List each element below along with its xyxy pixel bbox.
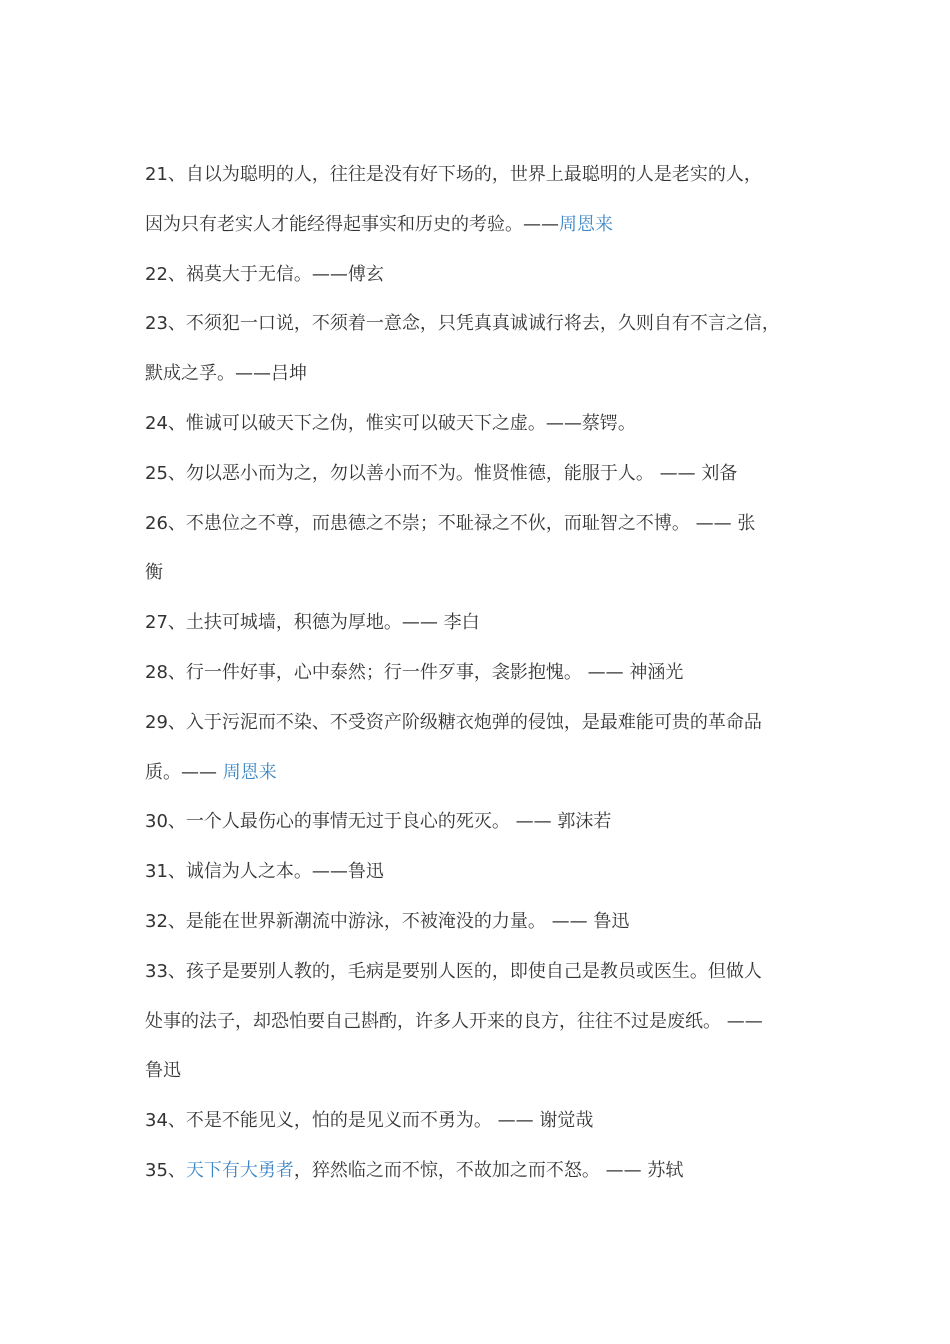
text-line	[145, 349, 810, 399]
author-link[interactable]: 天下有大勇者	[185, 1159, 294, 1181]
author-link[interactable]: 周恩来	[222, 761, 277, 783]
author-link[interactable]: 周恩来	[559, 213, 613, 235]
document-page	[145, 150, 810, 1196]
text-line	[145, 797, 810, 847]
text-span: 32、是能在世界新潮流中游泳，不被淹没的力量。 —— 鲁迅	[145, 910, 630, 932]
text-span: 24、惟诚可以破天下之伪，惟实可以破天下之虚。——蔡锷。	[145, 412, 636, 434]
text-line	[145, 1096, 810, 1146]
text-line	[145, 299, 810, 349]
text-line	[145, 947, 810, 997]
text-line	[145, 1046, 810, 1096]
text-span: 23、不须犯一口说，不须着一意念，只凭真真诚诚行将去，久则自有不言之信，	[145, 313, 780, 335]
text-span: 35、	[145, 1159, 186, 1181]
text-line	[145, 598, 810, 648]
text-span: 21、自以为聪明的人，往往是没有好下场的，世界上最聪明的人是老实的人，	[145, 164, 762, 185]
text-span: 因为只有老实人才能经得起事实和历史的考验。——	[145, 213, 559, 235]
text-span: 鲁迅	[145, 1060, 181, 1082]
text-line	[145, 499, 810, 549]
text-span: 29、入于污泥而不染、不受资产阶级糖衣炮弹的侵蚀，是最难能可贵的革命品	[145, 711, 762, 733]
text-line	[145, 548, 810, 598]
text-line	[145, 200, 810, 250]
text-span: 34、不是不能见义，怕的是见义而不勇为。 —— 谢觉哉	[145, 1110, 594, 1132]
text-line	[145, 399, 810, 449]
text-line	[145, 648, 810, 698]
text-line	[145, 748, 810, 798]
text-span: 处事的法子，却恐怕要自己斟酌，许多人开来的良方，往往不过是废纸。 ——	[145, 1010, 763, 1032]
text-line	[145, 698, 810, 748]
text-line	[145, 250, 810, 300]
text-span: 33、孩子是要别人教的，毛病是要别人医的，即使自己是教员或医生。但做人	[145, 960, 762, 982]
text-span: 默成之孚。——吕坤	[145, 363, 307, 385]
text-line	[145, 449, 810, 499]
text-span: 衡	[145, 562, 163, 584]
text-span: 25、勿以恶小而为之，勿以善小而不为。惟贤惟德，能服于人。 —— 刘备	[145, 462, 738, 484]
text-span: ，猝然临之而不惊，不故加之而不怒。 —— 苏轼	[293, 1159, 684, 1181]
text-span: 27、土扶可城墙，积德为厚地。—— 李白	[145, 612, 480, 634]
text-span: 31、诚信为人之本。——鲁迅	[145, 861, 384, 883]
text-line	[145, 997, 810, 1047]
text-span: 22、祸莫大于无信。——傅玄	[145, 263, 384, 285]
text-span: 28、行一件好事，心中泰然；行一件歹事，衾影抱愧。 —— 神涵光	[145, 661, 684, 683]
text-line	[145, 847, 810, 897]
text-span: 30、一个人最伤心的事情无过于良心的死灭。 —— 郭沫若	[145, 811, 612, 833]
text-line	[145, 897, 810, 947]
text-line	[145, 1146, 810, 1196]
text-span: 26、不患位之不尊，而患德之不崇；不耻禄之不伙，而耻智之不博。 —— 张	[145, 512, 756, 534]
text-span: 质。——	[145, 761, 223, 783]
text-line	[145, 150, 810, 200]
